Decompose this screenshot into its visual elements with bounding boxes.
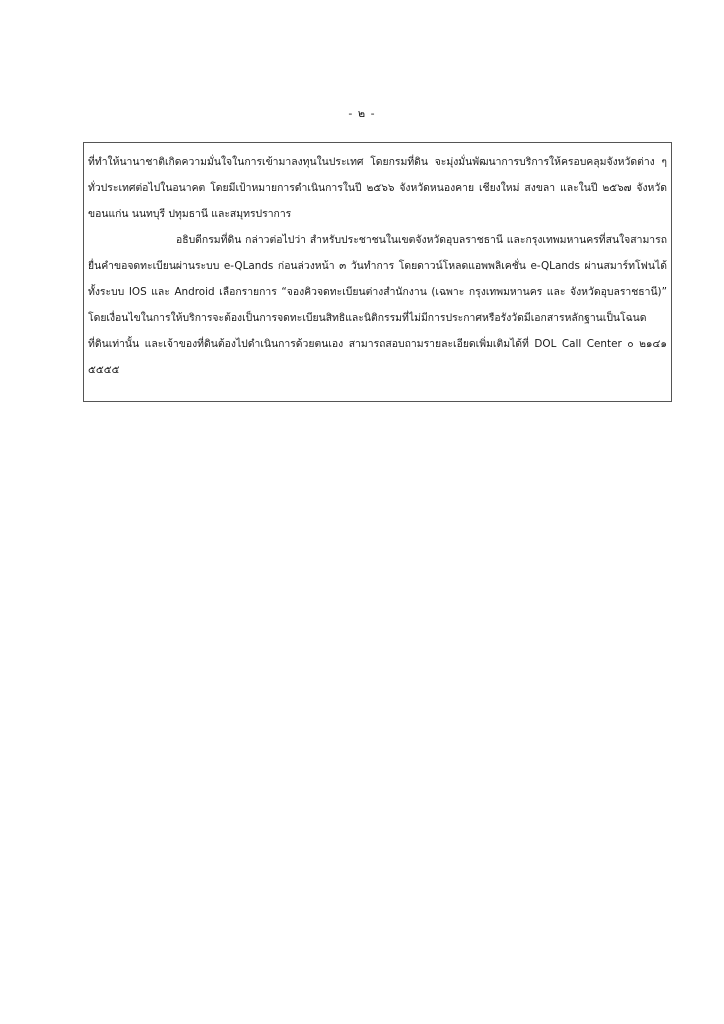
content-box bbox=[83, 142, 672, 402]
paragraph-1: ที่ทำให้นานาชาติเกิดความมั่นใจในการเข้ามาลงทุนในประเทศ โดยกรมที่ดิน จะมุ่งมั่นพัฒนาการบริการให้ครอบคลุมจังหวัดต่าง ๆ ทั่วประเทศต่อไปในอนาคต โดยมีเป้าหมายการดำเนินการในปี ๒๕๖๖ จังหวัดหนองคาย เชียงใหม่ สงขลา และในปี ๒๕๖๗ จังหวัดขอนแก่น นนทบุรี ปทุมธานี และสมุทรปราการ bbox=[88, 156, 667, 220]
paragraph-2: อธิบดีกรมที่ดิน กล่าวต่อไปว่า สำหรับประชาชนในเขตจังหวัดอุบลราชธานี และกรุงเทพมหานครที่สนใจสามารถยื่นคำขอจดทะเบียนผ่านระบบ e-QLands ก่อนล่วงหน้า ๓ วันทำการ โดยดาวน์โหลดแอพพลิเคชั่น e-QLands ผ่านสมาร์ทโฟนได้ทั้งระบบ IOS และ Android เลือกรายการ “จองคิวจดทะเบียนต่างสำนักงาน (เฉพาะ กรุงเทพมหานคร และ จังหวัดอุบลราชธานี)” โดยเงื่อนไขในการให้บริการจะต้องเป็นการจดทะเบียนสิทธิและนิติกรรมที่ไม่มีการประกาศหรือรังวัดมีเอกสารหลักฐานเป็นโฉนดที่ดินเท่านั้น และเจ้าของที่ดินต้องไปดำเนินการด้วยตนเอง สามารถสอบถามรายละเอียดเพิ่มเติมได้ที่ DOL Call Center ๐ ๒๑๔๑ ๕๕๕๕ bbox=[88, 234, 667, 376]
page-number: - ๒ - bbox=[348, 107, 376, 120]
